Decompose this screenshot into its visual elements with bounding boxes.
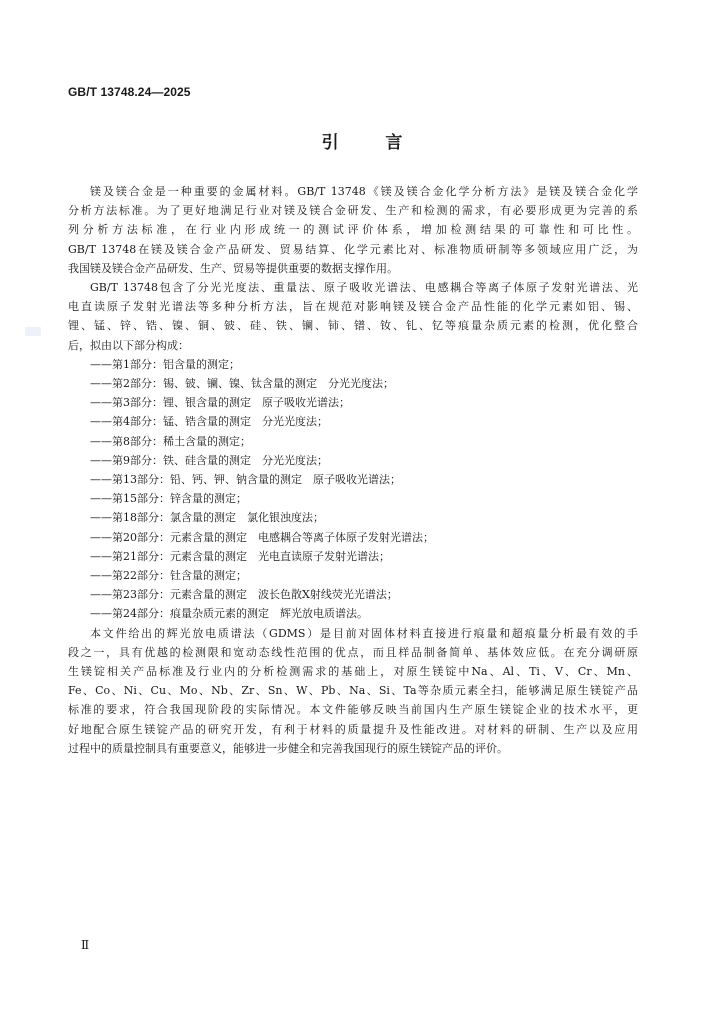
list-item: ——第15部分：锌含量的测定； <box>90 492 247 506</box>
list-item: ——第13部分：铅、钙、钾、钠含量的测定 原子吸收光谱法； <box>90 473 401 487</box>
text-line: GB/T 13748在镁及镁合金产品研发、贸易结算、化学元素比对、标准物质研制等多领域应用广泛，为 <box>68 242 638 256</box>
text-line: 生镁锭相关产品标准及行业内的分析检测需求的基础上，对原生镁锭中Na、Al、Ti、V、Cr、Mn、 <box>68 665 638 679</box>
text-line: 后，拟由以下部分构成： <box>68 338 189 352</box>
list-item: ——第8部分：稀土含量的测定； <box>90 434 251 448</box>
list-item: ——第2部分：锡、铍、镧、镍、钛含量的测定 分光光度法； <box>90 377 394 391</box>
text-line: 我国镁及镁合金产品研发、生产、贸易等提供重要的数据支撑作用。 <box>68 261 398 275</box>
list-item: ——第4部分：锰、锆含量的测定 分光光度法； <box>90 415 328 429</box>
text-line: GB/T 13748包含了分光光度法、重量法、原子吸收光谱法、电感耦合等离子体原子发射光谱法、光 <box>90 281 638 295</box>
text-line: 镁及镁合金是一种重要的金属材料。GB/T 13748《镁及镁合金化学分析方法》是镁及镁合金化学 <box>90 185 638 198</box>
text-line: 好地配合原生镁锭产品的研究开发，有利于材料的质量提升及性能改进。对材料的研制、生产以及应用 <box>68 722 638 736</box>
text-line: 列分析方法标准，在行业内形成统一的测试评价体系，增加检测结果的可靠性和可比性。 <box>68 223 638 237</box>
text-line: 锂、锰、锌、锆、镍、铜、铍、硅、铁、镧、铈、镨、钕、钆、钇等痕量杂质元素的检测，优化整合 <box>68 319 638 333</box>
paragraph-intro <box>68 182 638 278</box>
list-item: ——第1部分：铝含量的测定； <box>90 357 240 371</box>
list-item: ——第3部分：锂、银含量的测定 原子吸收光谱法； <box>90 396 350 410</box>
paragraph-gdms <box>68 624 638 758</box>
standard-number: GB/T 13748.24—2025 <box>68 85 191 99</box>
text-line: 分析方法标准。为了更好地满足行业对镁及镁合金研发、生产和检测的需求，有必要形成更为完善的系 <box>68 204 638 218</box>
list-item: ——第20部分：元素含量的测定 电感耦合等离子体原子发射光谱法； <box>90 530 434 544</box>
side-watermark-tab <box>25 327 41 336</box>
page-title: 引 言 <box>321 133 403 152</box>
list-item: ——第9部分：铁、硅含量的测定 分光光度法； <box>90 453 328 467</box>
page-number: Ⅱ <box>81 938 90 952</box>
list-item: ——第21部分：元素含量的测定 光电直读原子发射光谱法； <box>90 549 390 563</box>
list-item: ——第23部分：元素含量的测定 波长色散X射线荧光光谱法； <box>90 588 398 602</box>
parts-list <box>68 355 638 624</box>
text-line: 过程中的质量控制具有重要意义，能够进一步健全和完善我国现行的原生镁锭产品的评价。 <box>68 741 508 755</box>
list-item: ——第18部分：氯含量的测定 氯化银浊度法； <box>90 511 324 525</box>
paragraph-structure <box>68 278 638 355</box>
text-line: 本文件给出的辉光放电质谱法（GDMS）是目前对固体材料直接进行痕量和超痕量分析最有效的手 <box>90 626 638 640</box>
list-item: ——第22部分：钍含量的测定； <box>90 569 247 583</box>
document-body <box>68 182 638 758</box>
text-line: 电直读原子发射光谱法等多种分析方法，旨在规范对影响镁及镁合金产品性能的化学元素如铝、锡、 <box>68 300 638 314</box>
text-line: 段之一，具有优越的检测限和宽动态线性范围的优点，而且样品制备简单、基体效应低。在充分调研原 <box>68 645 638 659</box>
list-item: ——第24部分：痕量杂质元素的测定 辉光放电质谱法。 <box>90 607 368 621</box>
text-line: Fe、Co、Ni、Cu、Mo、Nb、Zr、Sn、W、Pb、Na、Si、Ta等杂质元素全扫，能够满足原生镁锭产品 <box>68 684 638 698</box>
text-line: 标准的要求，符合我国现阶段的实际情况。本文件能够反映当前国内生产原生镁锭企业的技术水平，更 <box>68 703 638 717</box>
